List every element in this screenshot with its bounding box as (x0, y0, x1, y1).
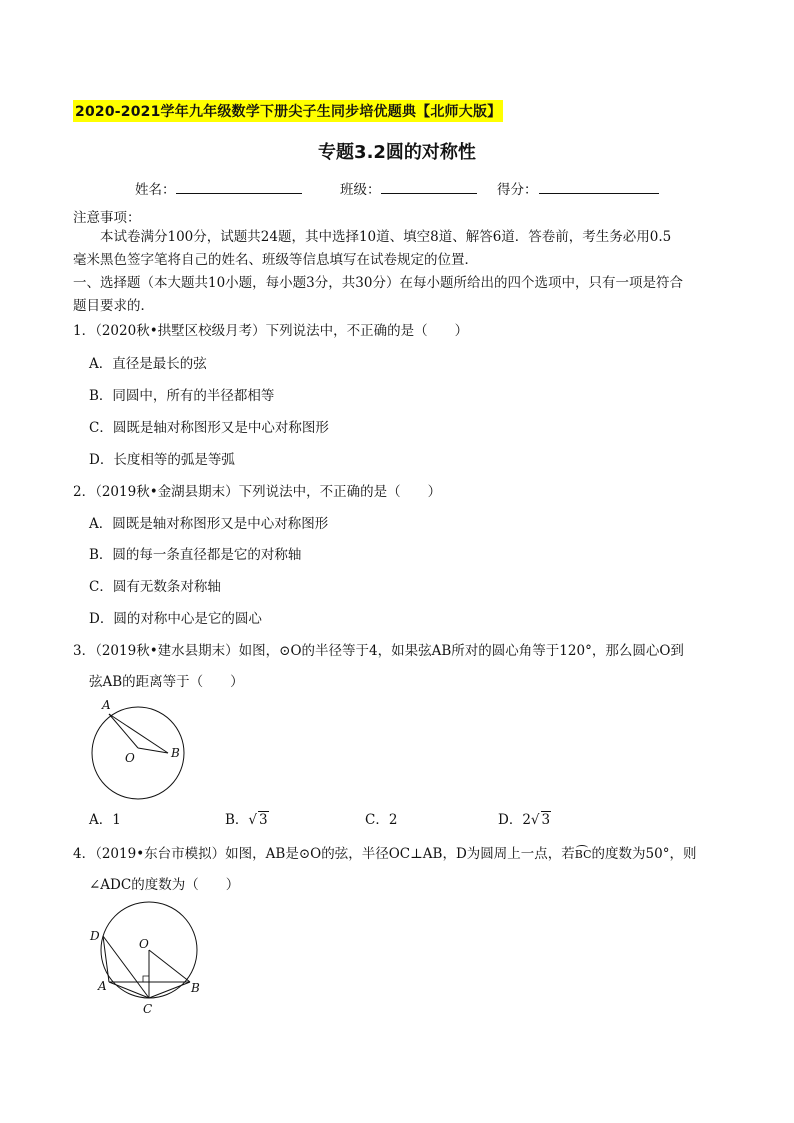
name-label: 姓名： (135, 182, 176, 198)
score-label: 得分： (497, 182, 538, 198)
notes-line-2: 毫米黑色签字笔将自己的姓名、班级等信息填写在试卷规定的位置． (73, 252, 478, 268)
question-3-option-c[interactable]: C．2 (365, 812, 398, 828)
question-3-stem-line-1: 3．（2019秋•建水县期末）如图，⊙O的半径等于4，如果弦AB所对的圆心角等于120°，那么圆心O到 (73, 643, 684, 659)
label-a: A (98, 979, 107, 993)
question-1-option-a[interactable]: A．直径是最长的弦 (89, 356, 207, 372)
right-angle-mark (143, 976, 149, 982)
question-3-option-b[interactable] (225, 808, 269, 828)
question-2-stem: 2．（2019秋•金湖县期末）下列说法中，不正确的是（ ） (73, 484, 442, 500)
question-4-stem-line-1 (73, 842, 696, 862)
radius-oa (109, 714, 138, 748)
name-blank[interactable] (176, 193, 302, 194)
question-3-option-a[interactable]: A．1 (89, 812, 121, 828)
question-4-figure (86, 900, 210, 1020)
question-3-option-d-label: D．2 (498, 812, 531, 828)
question-4-stem-suffix: 的度数为50°，则 (591, 846, 697, 862)
question-3-option-b-label: B． (225, 812, 249, 828)
label-o: O (125, 751, 135, 765)
label-c: C (143, 1002, 153, 1016)
question-1-option-b[interactable]: B．同圆中，所有的半径都相等 (89, 388, 275, 404)
arc-bc: BC (574, 848, 592, 861)
label-b: B (171, 746, 180, 760)
question-2-option-b[interactable]: B．圆的每一条直径都是它的对称轴 (89, 547, 302, 563)
question-1-option-c[interactable]: C．圆既是轴对称图形又是中心对称图形 (89, 420, 329, 436)
question-4-stem-line-2: ∠ADC的度数为（ ） (89, 877, 240, 893)
header-banner: 2020-2021学年九年级数学下册尖子生同步培优题典【北师大版】 (73, 100, 503, 122)
section-heading-line-2: 题目要求的． (73, 298, 154, 314)
page-title: 专题3.2圆的对称性 (318, 142, 476, 163)
question-2-option-c[interactable]: C．圆有无数条对称轴 (89, 579, 221, 595)
sqrt-radicand: 3 (259, 812, 268, 828)
question-1-stem: 1．（2020秋•拱墅区校级月考）下列说法中，不正确的是（ ） (73, 323, 469, 339)
label-a: A (102, 698, 111, 712)
notes-heading: 注意事项： (73, 210, 141, 226)
question-3-stem-line-2: 弦AB的距离等于（ ） (89, 674, 244, 690)
class-label: 班级： (340, 182, 381, 198)
score-blank[interactable] (539, 193, 659, 194)
segment-cb (149, 982, 190, 998)
question-3-option-d[interactable] (498, 808, 551, 828)
notes-line-1: 本试卷满分100分，试题共24题，其中选择10道、填空8道、解答6道．答卷前，考生务必用0.5 (100, 229, 672, 245)
label-b: B (191, 981, 200, 995)
class-blank[interactable] (381, 193, 477, 194)
chord-ab (109, 714, 168, 753)
sqrt-radicand: 3 (541, 812, 551, 828)
question-2-option-a[interactable]: A．圆既是轴对称图形又是中心对称图形 (89, 516, 329, 532)
question-2-option-d[interactable]: D．圆的对称中心是它的圆心 (89, 611, 262, 627)
radius-ob (149, 950, 190, 982)
sqrt-symbol: √ 3 (248, 812, 268, 828)
section-heading-line-1: 一、选择题（本大题共10小题，每小题3分，共30分）在每小题所给出的四个选项中，只有一项是符合 (73, 275, 683, 291)
label-o: O (139, 937, 149, 951)
label-d: D (90, 929, 100, 943)
sqrt-symbol: √ 3 (530, 812, 551, 828)
question-4-stem-prefix: 4．（2019•东台市模拟）如图，AB是⊙O的弦，半径OC⊥AB，D为圆周上一点，若 (73, 846, 575, 862)
question-3-figure (84, 696, 194, 806)
question-1-option-d[interactable]: D．长度相等的弧是等弧 (89, 452, 235, 468)
